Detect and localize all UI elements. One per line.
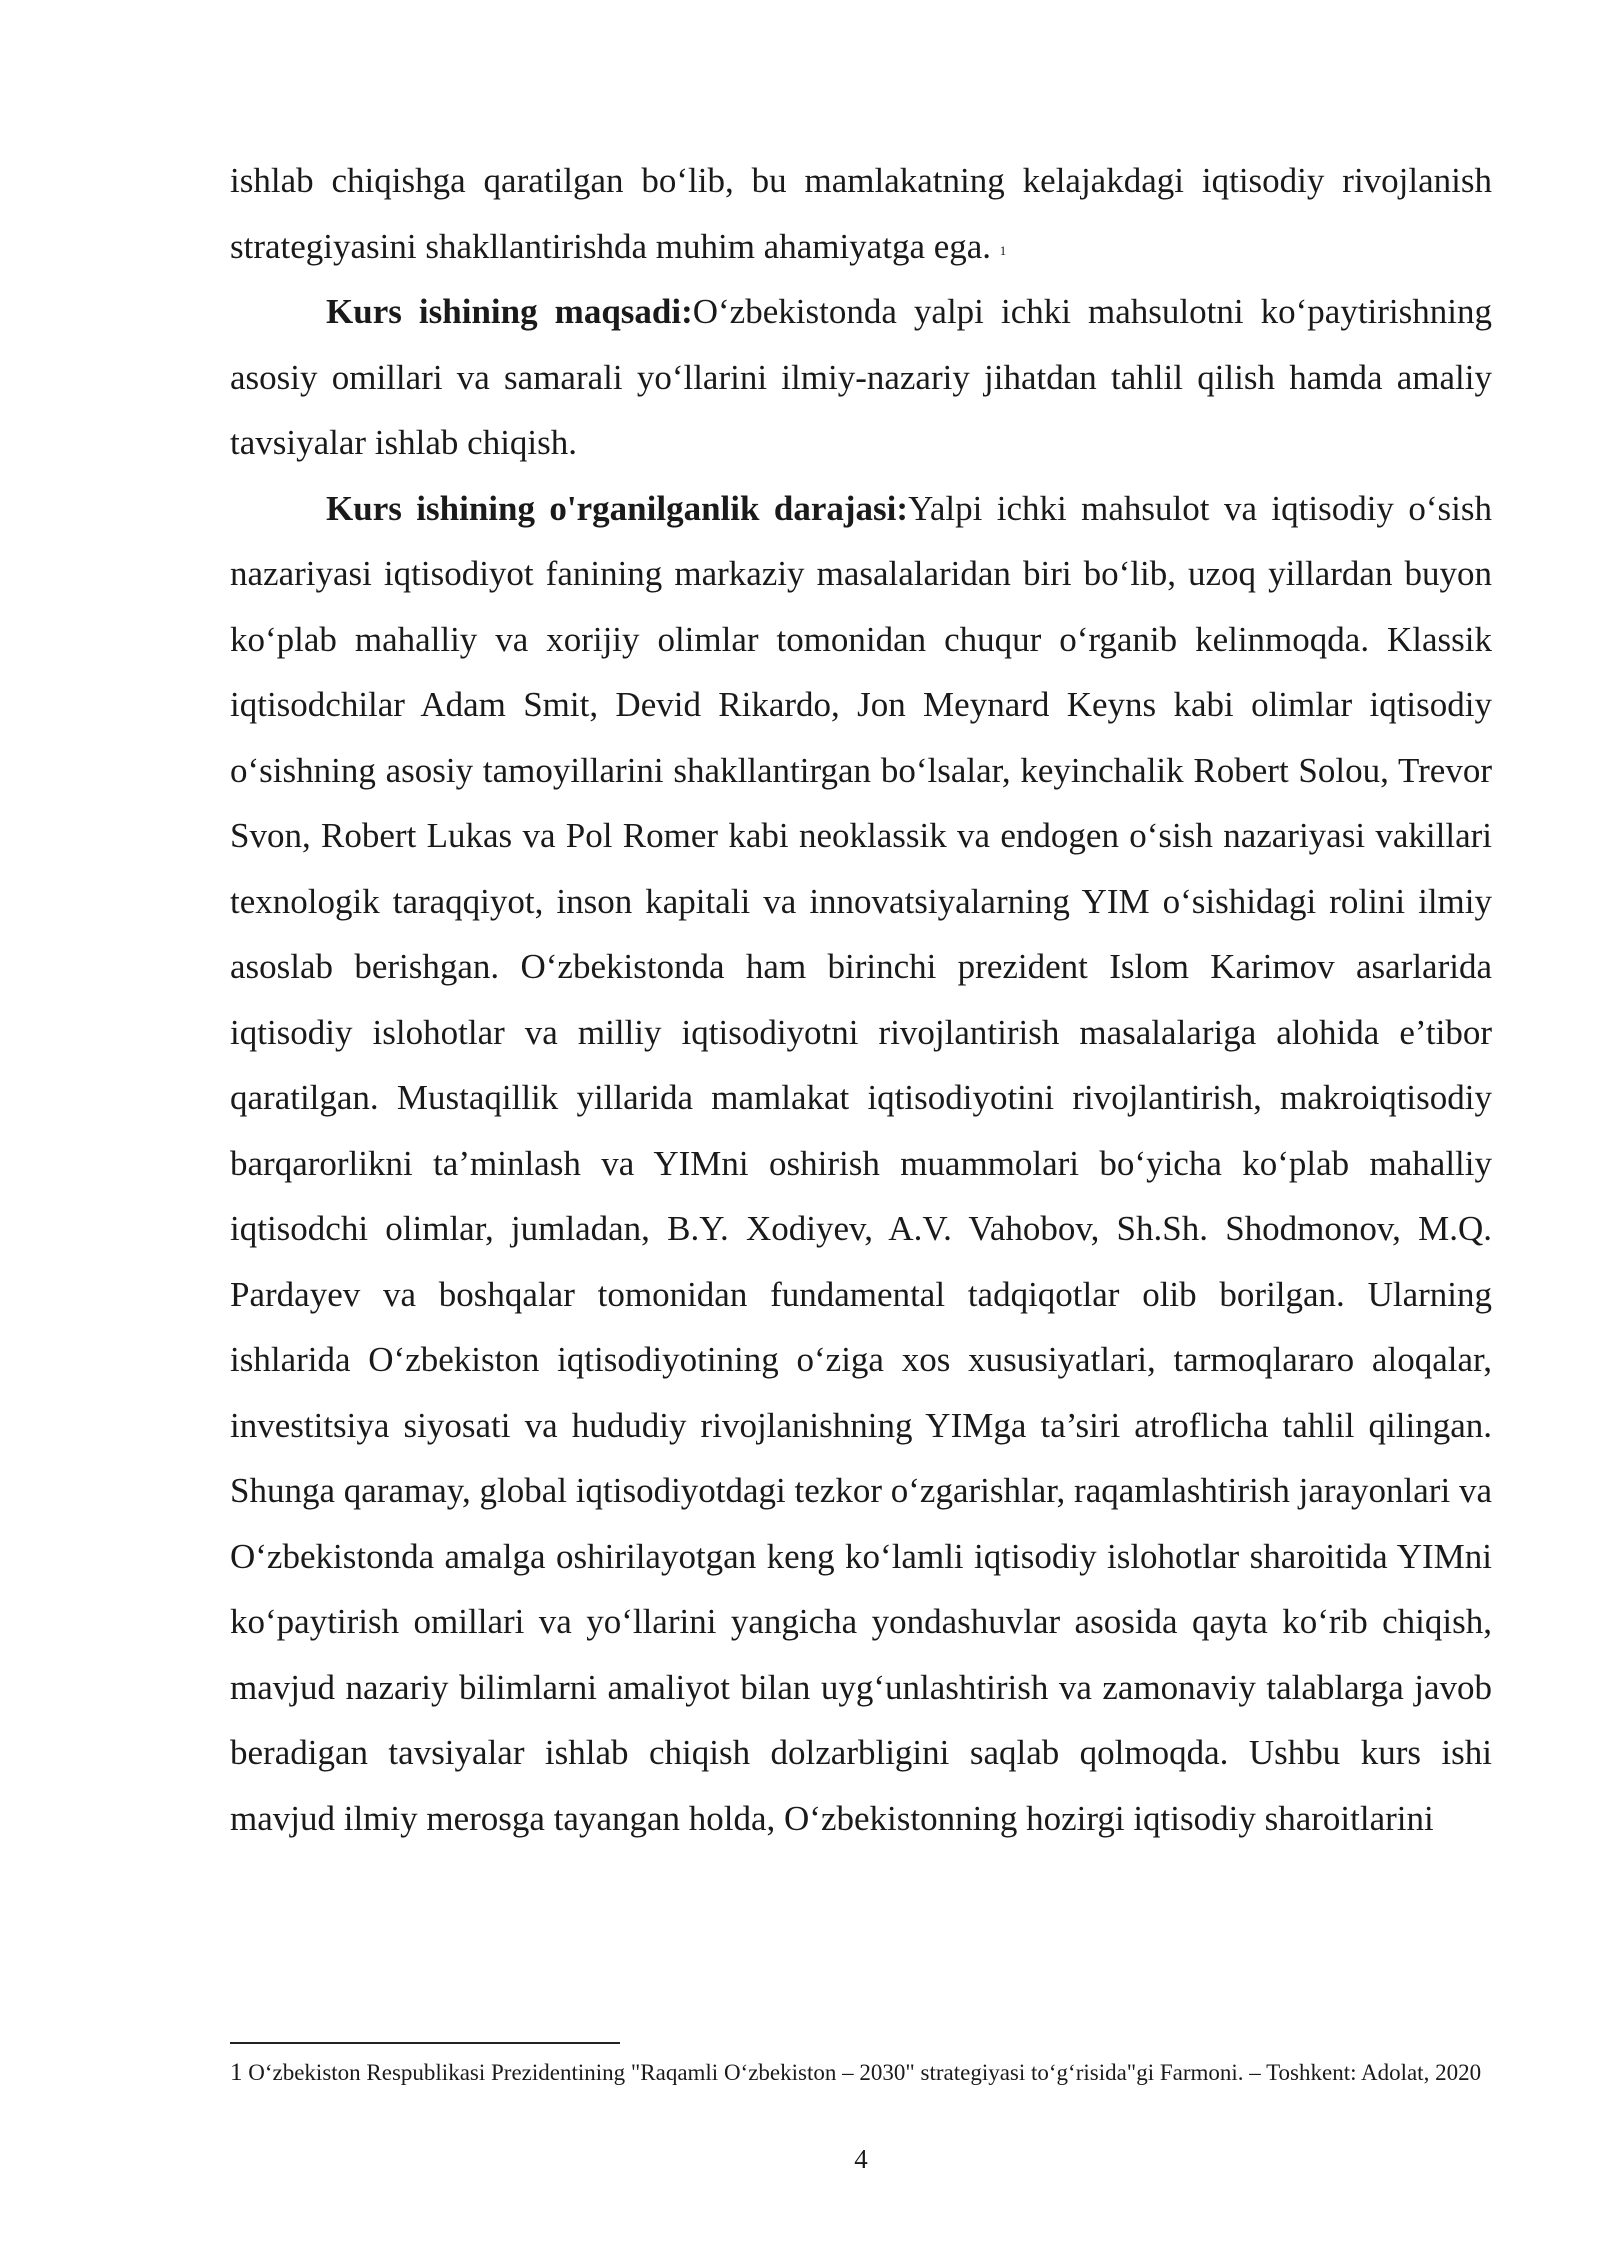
paragraph-text: Yalpi ichki mahsulot va iqtisodiy o‘sish nazariyasi iqtisodiyot fanining markaziy masalalaridan biri bo‘lib, uzoq yillardan buyon ko‘plab mahalliy va xorijiy olimlar tomonidan chuqur o‘rganib kelinmoqda. Klassik iqtisodchilar Adam Smit, Devid Rikardo, Jon Meynard Keyns kabi olimlar iqtisodiy o‘sishning asosiy tamoyillarini shakllantirgan bo‘lsalar, keyinchalik Robert Solou, Trevor Svon, Robert Lukas va Pol Romer kabi neoklassik va endogen o‘sish nazariyasi vakillari texnologik taraqqiyot, inson kapitali va innovatsiyalarning YIM o‘sishidagi rolini ilmiy asoslab berishgan. O‘zbekistonda ham birinchi prezident Islom Karimov asarlarida iqtisodiy islohotlar va milliy iqtisodiyotni rivojlantirish masalalariga alohida e’tibor qaratilgan. Mustaqillik yillarida mamlakat iqtisodiyotini rivojlantirish, makroiqtisodiy barqarorlikni ta’minlash va YIMni oshirish muammolari bo‘yicha ko‘plab mahalliy iqtisodchi olimlar, jumladan, B.Y. Xodiyev, A.V. Vahobov, Sh.Sh. Shodmonov, M.Q. Pardayev va boshqalar tomonidan fundamental tadqiqotlar olib borilgan. Ularning ishlarida O‘zbekiston iqtisodiyotining o‘ziga xos xususiyatlari, tarmoqlararo aloqalar, investitsiya siyosati va hududiy rivojlanishning YIMga ta’siri atroflicha tahlil qilingan. Shunga qaramay, global iqtisodiyotdagi tezkor o‘zgarishlar, raqamlashtirish jarayonlari va O‘zbekistonda amalga oshirilayotgan keng ko‘lamli iqtisodiy islohotlar sharoitida YIMni ko‘paytirish omillari va yo‘llarini yangicha yondashuvlar asosida qayta ko‘rib chiqish, mavjud nazariy bilimlarni amaliyot bilan uyg‘unlashtirish va zamonaviy talablarga javob beradigan tavsiyalar ishlab chiqish dolzarbligini saqlab qolmoqda. Ushbu kurs ishi mavjud ilmiy merosga tayangan holda, O‘zbekistonning hozirgi iqtisodiy sharoitlarini bbox=[230, 488, 1492, 1838]
body-text bbox=[230, 148, 1492, 1851]
section-heading-study-level: Kurs ishining o'rganilganlik darajasi: bbox=[326, 488, 909, 528]
footnote-text: O‘zbekiston Respublikasi Prezidentining "Raqamli O‘zbekiston – 2030" strategiyasi to‘g‘risida"gi Farmoni. – Toshkent: Adolat, 2020 bbox=[248, 2060, 1482, 2085]
paragraph-continuation bbox=[230, 148, 1492, 279]
footnote bbox=[230, 2056, 1492, 2089]
paragraph-text: O‘zbekistonda yalpi ichki mahsulotni ko‘paytirishning asosiy omillari va samarali yo‘llarini ilmiy-nazariy jihatdan tahlil qilish hamda amaliy tavsiyalar ishlab chiqish. bbox=[230, 292, 1492, 462]
footnote-number: 1 bbox=[230, 2059, 243, 2086]
paragraph-text: ishlab chiqishga qaratilgan bo‘lib, bu mamlakatning kelajakdagi iqtisodiy rivojlanish strategiyasini shakllantirishda muhim ahamiyatga ega. bbox=[230, 161, 1492, 266]
footnote-separator bbox=[230, 2042, 620, 2044]
page-number: 4 bbox=[854, 2144, 868, 2174]
paragraph-goal bbox=[230, 279, 1492, 476]
footnote-reference: 1 bbox=[999, 242, 1007, 258]
paragraph-study-level bbox=[230, 476, 1492, 1852]
section-heading-goal: Kurs ishining maqsadi: bbox=[326, 292, 693, 331]
